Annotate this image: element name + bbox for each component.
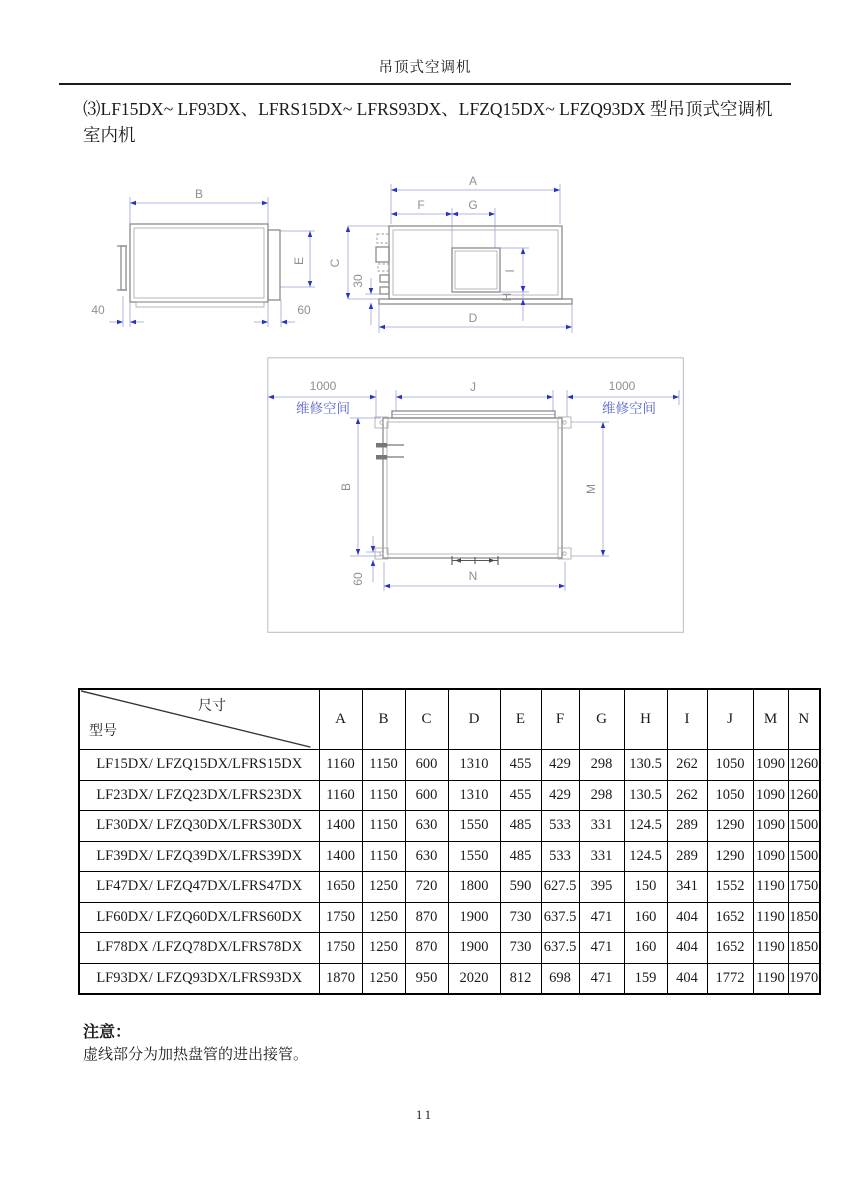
dim-value-cell: 870 bbox=[405, 933, 448, 964]
note-body: 虚线部分为加热盘管的进出接管。 bbox=[83, 1047, 309, 1063]
model-cell: LF23DX/ LFZQ23DX/LFRS23DX bbox=[79, 780, 319, 811]
top-view-drawing bbox=[267, 357, 684, 633]
dim-value-cell: 1850 bbox=[788, 902, 820, 933]
dim-value-cell: 395 bbox=[579, 872, 624, 903]
column-header-D: D bbox=[448, 689, 500, 750]
dim-value-cell: 1190 bbox=[753, 902, 788, 933]
model-cell: LF39DX/ LFZQ39DX/LFRS39DX bbox=[79, 841, 319, 872]
dim-value-cell: 404 bbox=[667, 902, 707, 933]
dim-value-cell: 1500 bbox=[788, 811, 820, 842]
dim-value-cell: 1900 bbox=[448, 933, 500, 964]
column-header-A: A bbox=[319, 689, 362, 750]
dim-value-cell: 1160 bbox=[319, 750, 362, 781]
dim-value-cell: 1050 bbox=[707, 750, 753, 781]
dim-value-cell: 331 bbox=[579, 841, 624, 872]
dim-value-cell: 130.5 bbox=[624, 750, 667, 781]
dim-label: 60 bbox=[297, 303, 311, 317]
dim-value-cell: 471 bbox=[579, 902, 624, 933]
table-row bbox=[79, 902, 820, 933]
dim-value-cell: 600 bbox=[405, 780, 448, 811]
column-header-B: B bbox=[362, 689, 405, 750]
dim-label: 60 bbox=[351, 572, 365, 586]
dim-value-cell: 404 bbox=[667, 933, 707, 964]
dim-value-cell: 630 bbox=[405, 811, 448, 842]
dim-label: A bbox=[468, 174, 478, 188]
dim-value-cell: 630 bbox=[405, 841, 448, 872]
dim-value-cell: 1150 bbox=[362, 841, 405, 872]
dim-value-cell: 1250 bbox=[362, 963, 405, 994]
page-number: 11 bbox=[415, 1108, 435, 1122]
dim-value-cell: 1550 bbox=[448, 811, 500, 842]
dim-label: F bbox=[417, 198, 425, 212]
model-cell: LF30DX/ LFZQ30DX/LFRS30DX bbox=[79, 811, 319, 842]
dim-value-cell: 130.5 bbox=[624, 780, 667, 811]
dim-label: B bbox=[339, 482, 353, 492]
dim-value-cell: 730 bbox=[500, 902, 541, 933]
dim-value-cell: 298 bbox=[579, 780, 624, 811]
dim-label: 维修空间 bbox=[602, 401, 656, 416]
dim-label: M bbox=[584, 484, 598, 494]
dim-value-cell: 289 bbox=[667, 811, 707, 842]
dim-value-cell: 1190 bbox=[753, 933, 788, 964]
dim-value-cell: 404 bbox=[667, 963, 707, 994]
dim-value-cell: 1652 bbox=[707, 902, 753, 933]
dim-value-cell: 1750 bbox=[788, 872, 820, 903]
model-cell: LF78DX /LFZQ78DX/LFRS78DX bbox=[79, 933, 319, 964]
dim-value-cell: 1650 bbox=[319, 872, 362, 903]
dim-value-cell: 812 bbox=[500, 963, 541, 994]
header-divider bbox=[59, 83, 791, 85]
dim-value-cell: 1970 bbox=[788, 963, 820, 994]
dim-label: D bbox=[468, 311, 478, 325]
dim-label: B bbox=[194, 187, 204, 201]
model-cell: LF15DX/ LFZQ15DX/LFRS15DX bbox=[79, 750, 319, 781]
dim-value-cell: 950 bbox=[405, 963, 448, 994]
dim-label: 维修空间 bbox=[296, 401, 350, 416]
note-block bbox=[83, 1022, 308, 1066]
dim-value-cell: 1290 bbox=[707, 841, 753, 872]
dim-value-cell: 637.5 bbox=[541, 933, 579, 964]
dim-value-cell: 1290 bbox=[707, 811, 753, 842]
dim-value-cell: 1750 bbox=[319, 933, 362, 964]
dim-value-cell: 533 bbox=[541, 811, 579, 842]
dim-value-cell: 1550 bbox=[448, 841, 500, 872]
dim-value-cell: 1090 bbox=[753, 750, 788, 781]
dimension-table bbox=[78, 688, 821, 995]
dim-value-cell: 485 bbox=[500, 811, 541, 842]
dim-value-cell: 1552 bbox=[707, 872, 753, 903]
dim-value-cell: 1750 bbox=[319, 902, 362, 933]
table-row bbox=[79, 811, 820, 842]
section-title bbox=[83, 96, 783, 149]
column-header-M: M bbox=[753, 689, 788, 750]
column-header-J: J bbox=[707, 689, 753, 750]
dim-value-cell: 262 bbox=[667, 750, 707, 781]
dim-value-cell: 1260 bbox=[788, 780, 820, 811]
dim-label: 40 bbox=[91, 303, 105, 317]
dim-value-cell: 590 bbox=[500, 872, 541, 903]
table-row bbox=[79, 780, 820, 811]
dim-value-cell: 455 bbox=[500, 750, 541, 781]
spec-table-body bbox=[79, 750, 820, 995]
column-header-H: H bbox=[624, 689, 667, 750]
dim-label: H bbox=[500, 292, 514, 302]
dim-value-cell: 1310 bbox=[448, 780, 500, 811]
table-row bbox=[79, 750, 820, 781]
dim-value-cell: 1870 bbox=[319, 963, 362, 994]
dim-value-cell: 533 bbox=[541, 841, 579, 872]
dim-value-cell: 730 bbox=[500, 933, 541, 964]
dim-value-cell: 637.5 bbox=[541, 902, 579, 933]
side-view-drawing bbox=[85, 175, 340, 335]
dim-value-cell: 1260 bbox=[788, 750, 820, 781]
dim-label: N bbox=[468, 569, 478, 583]
dim-value-cell: 1500 bbox=[788, 841, 820, 872]
dim-value-cell: 124.5 bbox=[624, 811, 667, 842]
table-row bbox=[79, 963, 820, 994]
page-header-title: 吊顶式空调机 bbox=[378, 60, 472, 76]
dim-value-cell: 1160 bbox=[319, 780, 362, 811]
dim-value-cell: 600 bbox=[405, 750, 448, 781]
corner-label-dimension: 尺寸 bbox=[198, 699, 226, 714]
table-row bbox=[79, 872, 820, 903]
dim-value-cell: 1772 bbox=[707, 963, 753, 994]
dim-value-cell: 1150 bbox=[362, 780, 405, 811]
dim-value-cell: 1652 bbox=[707, 933, 753, 964]
dim-value-cell: 1900 bbox=[448, 902, 500, 933]
dim-value-cell: 485 bbox=[500, 841, 541, 872]
dim-value-cell: 1050 bbox=[707, 780, 753, 811]
dim-value-cell: 720 bbox=[405, 872, 448, 903]
dim-value-cell: 471 bbox=[579, 933, 624, 964]
corner-label-model: 型号 bbox=[89, 724, 117, 739]
dim-value-cell: 627.5 bbox=[541, 872, 579, 903]
dim-value-cell: 341 bbox=[667, 872, 707, 903]
dim-label: 1000 bbox=[309, 379, 337, 393]
dim-value-cell: 1800 bbox=[448, 872, 500, 903]
column-header-N: N bbox=[788, 689, 820, 750]
dim-value-cell: 1150 bbox=[362, 811, 405, 842]
dim-value-cell: 1310 bbox=[448, 750, 500, 781]
dim-label: G bbox=[468, 198, 478, 212]
dim-value-cell: 1250 bbox=[362, 933, 405, 964]
column-header-E: E bbox=[500, 689, 541, 750]
table-corner-cell bbox=[79, 689, 319, 750]
dim-value-cell: 1150 bbox=[362, 750, 405, 781]
dim-value-cell: 160 bbox=[624, 902, 667, 933]
table-row bbox=[79, 841, 820, 872]
dim-label: E bbox=[292, 256, 306, 266]
table-row bbox=[79, 933, 820, 964]
dim-value-cell: 870 bbox=[405, 902, 448, 933]
dim-value-cell: 289 bbox=[667, 841, 707, 872]
column-header-C: C bbox=[405, 689, 448, 750]
column-header-G: G bbox=[579, 689, 624, 750]
dim-label: 30 bbox=[351, 274, 365, 288]
table-header-row bbox=[79, 689, 820, 750]
dim-value-cell: 2020 bbox=[448, 963, 500, 994]
dim-value-cell: 1190 bbox=[753, 872, 788, 903]
dim-value-cell: 1190 bbox=[753, 963, 788, 994]
dim-value-cell: 124.5 bbox=[624, 841, 667, 872]
model-cell: LF60DX/ LFZQ60DX/LFRS60DX bbox=[79, 902, 319, 933]
model-cell: LF47DX/ LFZQ47DX/LFRS47DX bbox=[79, 872, 319, 903]
dim-value-cell: 455 bbox=[500, 780, 541, 811]
front-view-drawing bbox=[328, 170, 590, 342]
column-header-I: I bbox=[667, 689, 707, 750]
dim-value-cell: 150 bbox=[624, 872, 667, 903]
model-cell: LF93DX/ LFZQ93DX/LFRS93DX bbox=[79, 963, 319, 994]
dim-value-cell: 471 bbox=[579, 963, 624, 994]
dim-value-cell: 698 bbox=[541, 963, 579, 994]
column-header-F: F bbox=[541, 689, 579, 750]
dim-value-cell: 1400 bbox=[319, 841, 362, 872]
dim-value-cell: 1250 bbox=[362, 872, 405, 903]
section-title-line2: 室内机 bbox=[83, 125, 136, 146]
note-title: 注意： bbox=[83, 1024, 132, 1041]
dim-value-cell: 429 bbox=[541, 750, 579, 781]
dim-value-cell: 1090 bbox=[753, 780, 788, 811]
dim-value-cell: 1090 bbox=[753, 811, 788, 842]
dim-value-cell: 1850 bbox=[788, 933, 820, 964]
dim-label: C bbox=[328, 258, 342, 268]
dim-value-cell: 160 bbox=[624, 933, 667, 964]
dim-value-cell: 262 bbox=[667, 780, 707, 811]
dim-value-cell: 331 bbox=[579, 811, 624, 842]
dim-label: J bbox=[470, 380, 476, 394]
dim-value-cell: 429 bbox=[541, 780, 579, 811]
dim-value-cell: 1250 bbox=[362, 902, 405, 933]
dim-label: 1000 bbox=[608, 379, 636, 393]
dim-value-cell: 159 bbox=[624, 963, 667, 994]
section-title-line1: ⑶LF15DX~ LF93DX、LFRS15DX~ LFRS93DX、LFZQ15DX~ LFZQ93DX 型吊顶式空调机 bbox=[83, 99, 773, 119]
dim-value-cell: 298 bbox=[579, 750, 624, 781]
dim-label: I bbox=[503, 269, 517, 273]
dim-value-cell: 1400 bbox=[319, 811, 362, 842]
dim-value-cell: 1090 bbox=[753, 841, 788, 872]
